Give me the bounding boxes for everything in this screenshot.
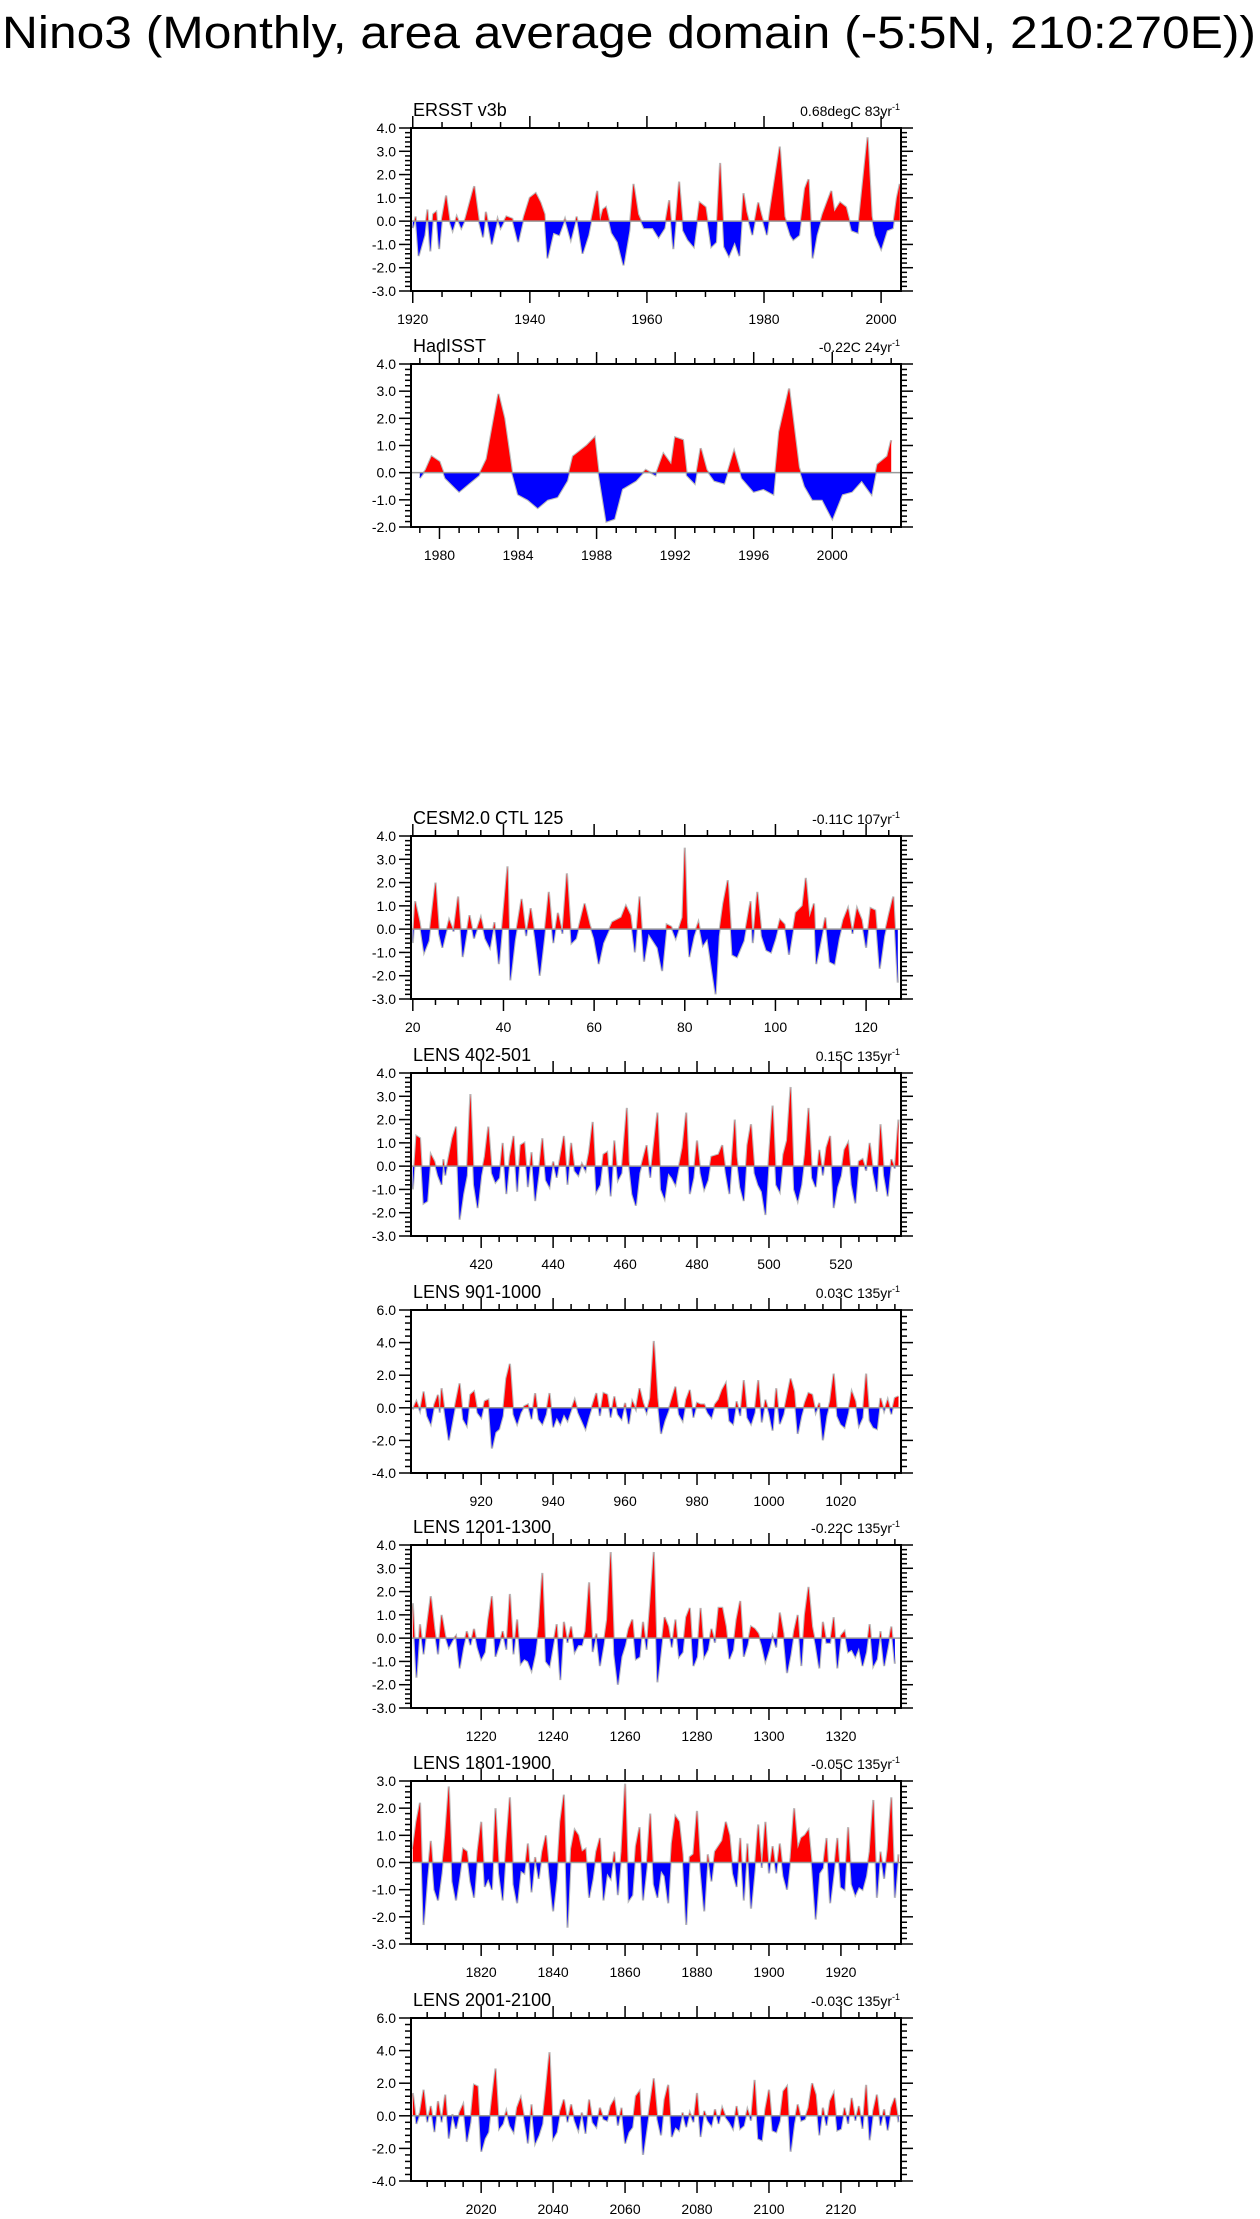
x-tick-label: 1980	[423, 547, 456, 563]
trend-annotation	[816, 1047, 900, 1064]
x-tick-label: 1996	[738, 547, 770, 563]
positive-anomaly-area	[413, 1784, 899, 1928]
x-tick-label: 500	[757, 1256, 781, 1272]
x-tick-label: 1920	[825, 1964, 857, 1980]
x-tick-label: 80	[676, 1019, 693, 1035]
x-tick-label: 1960	[631, 311, 663, 327]
x-tick-label: 520	[829, 1256, 853, 1272]
y-tick-label: 1.0	[376, 189, 396, 206]
x-tick-label: 1980	[748, 311, 780, 327]
y-tick-label: 4.0	[376, 120, 396, 136]
x-tick-label: 480	[685, 1256, 709, 1272]
y-tick-label: -3.0	[371, 283, 396, 299]
x-tick-label: 940	[541, 1493, 565, 1509]
y-tick-label: 0.0	[376, 1854, 396, 1871]
panel-7	[372, 1990, 913, 2217]
trend-unit-exponent: -1	[891, 810, 900, 820]
y-tick-label: -3.0	[371, 991, 396, 1007]
panel-1	[372, 336, 913, 563]
trend-unit-exponent: -1	[891, 1284, 900, 1294]
y-tick-label: 0.0	[376, 213, 396, 230]
panel-title: LENS 901-1000	[413, 1282, 542, 1302]
panel-2	[372, 808, 913, 1035]
trend-annotation	[811, 1755, 900, 1772]
x-tick-label: 2080	[681, 2201, 713, 2217]
trend-annotation	[812, 810, 900, 827]
panels	[372, 100, 913, 2217]
x-tick-label: 100	[763, 1019, 788, 1035]
x-tick-label: 1300	[753, 1728, 785, 1744]
trend-unit-exponent: -1	[891, 102, 900, 112]
x-tick-label: 2040	[537, 2201, 569, 2217]
positive-anomaly-area	[413, 1552, 895, 1685]
x-tick-label: 440	[541, 1256, 565, 1272]
x-tick-label: 1992	[659, 547, 691, 563]
trend-unit-exponent: -1	[891, 1519, 900, 1529]
panel-title: LENS 2001-2100	[413, 1990, 552, 2010]
y-tick-label: 0.0	[376, 921, 396, 938]
y-tick-label: -1.0	[371, 1181, 396, 1198]
y-tick-label: 0.0	[376, 1399, 396, 1416]
trend-annotation	[811, 1519, 900, 1536]
y-tick-label: 1.0	[376, 437, 396, 454]
y-tick-label: 0.0	[376, 1630, 396, 1647]
trend-value: -0.22C 135yr	[811, 1520, 892, 1536]
x-tick-label: 40	[495, 1019, 512, 1035]
y-tick-label: 0.0	[376, 1158, 396, 1175]
x-tick-label: 2120	[825, 2201, 857, 2217]
x-tick-label: 1020	[825, 1493, 857, 1509]
y-tick-label: -2.0	[371, 1432, 396, 1449]
x-tick-label: 1240	[537, 1728, 569, 1744]
y-tick-label: 3.0	[376, 1088, 396, 1105]
y-tick-label: -4.0	[371, 2173, 396, 2189]
panel-4	[372, 1282, 913, 1509]
y-tick-label: 3.0	[376, 1773, 396, 1789]
x-tick-label: 1320	[825, 1728, 857, 1744]
y-tick-label: -2.0	[371, 1676, 396, 1693]
y-tick-label: -1.0	[371, 236, 396, 253]
x-tick-label: 1940	[514, 311, 546, 327]
y-tick-label: -1.0	[371, 1653, 396, 1670]
y-tick-label: -3.0	[371, 1936, 396, 1952]
y-tick-label: 0.0	[376, 2107, 396, 2124]
y-tick-label: 0.0	[376, 464, 396, 481]
trend-value: -0.22C 24yr	[818, 339, 892, 355]
x-tick-label: 60	[586, 1019, 602, 1035]
panel-title: LENS 402-501	[413, 1045, 532, 1065]
x-tick-label: 1220	[465, 1728, 497, 1744]
y-tick-label: 6.0	[376, 2010, 396, 2026]
trend-value: 0.68degC 83yr	[800, 103, 892, 119]
y-tick-label: 3.0	[376, 383, 396, 400]
y-tick-label: -2.0	[371, 259, 396, 276]
x-tick-label: 1988	[581, 547, 613, 563]
x-tick-label: 1880	[681, 1964, 713, 1980]
x-tick-label: 420	[469, 1256, 493, 1272]
x-tick-label: 1260	[609, 1728, 641, 1744]
y-tick-label: 2.0	[376, 1367, 396, 1384]
trend-annotation	[811, 1992, 900, 2009]
y-tick-label: 2.0	[376, 874, 396, 891]
positive-anomaly-area	[420, 389, 891, 522]
panel-3	[372, 1045, 913, 1272]
trend-value: 0.03C 135yr	[815, 1285, 892, 1301]
y-tick-label: -4.0	[371, 1465, 396, 1481]
y-tick-label: 1.0	[376, 897, 396, 914]
x-tick-label: 20	[405, 1019, 421, 1035]
trend-value: -0.11C 107yr	[812, 811, 892, 827]
trend-value: 0.15C 135yr	[815, 1048, 892, 1064]
y-tick-label: 4.0	[376, 1334, 396, 1351]
positive-anomaly-area	[413, 848, 898, 995]
x-tick-label: 1860	[609, 1964, 641, 1980]
y-tick-label: -2.0	[371, 519, 396, 535]
plot-frame	[411, 836, 901, 999]
panel-title: CESM2.0 CTL 125	[413, 808, 564, 828]
x-tick-label: 1984	[502, 547, 534, 563]
figure-title: Nino3 (Monthly, area average domain (-5:5N, 210:270E))	[2, 7, 1256, 58]
x-tick-label: 1820	[465, 1964, 497, 1980]
y-tick-label: 3.0	[376, 143, 396, 160]
x-tick-label: 2020	[465, 2201, 497, 2217]
y-tick-label: -1.0	[371, 1881, 396, 1898]
y-tick-label: -3.0	[371, 1228, 396, 1244]
y-tick-label: 4.0	[376, 2042, 396, 2059]
trend-unit-exponent: -1	[891, 1755, 900, 1765]
x-tick-label: 980	[685, 1493, 709, 1509]
y-tick-label: -1.0	[371, 491, 396, 508]
y-tick-label: 3.0	[376, 1560, 396, 1577]
y-tick-label: -3.0	[371, 1700, 396, 1716]
x-tick-label: 1280	[681, 1728, 713, 1744]
x-tick-label: 920	[469, 1493, 493, 1509]
trend-unit-exponent: -1	[891, 1992, 900, 2002]
y-tick-label: 2.0	[376, 410, 396, 427]
x-tick-label: 960	[613, 1493, 637, 1509]
x-tick-label: 2000	[816, 547, 848, 563]
panel-6	[372, 1753, 913, 1980]
y-tick-label: 2.0	[376, 2075, 396, 2092]
trend-annotation	[816, 1284, 900, 1301]
y-tick-label: 1.0	[376, 1827, 396, 1844]
y-tick-label: 2.0	[376, 1111, 396, 1128]
y-tick-label: 2.0	[376, 1583, 396, 1600]
panel-title: HadISST	[413, 336, 487, 356]
y-tick-label: -2.0	[371, 967, 396, 984]
y-tick-label: 4.0	[376, 356, 396, 372]
y-tick-label: 1.0	[376, 1606, 396, 1623]
trend-unit-exponent: -1	[891, 1047, 900, 1057]
x-tick-label: 1920	[397, 311, 429, 327]
series-outline	[413, 137, 900, 265]
y-tick-label: 4.0	[376, 1065, 396, 1081]
y-tick-label: 2.0	[376, 166, 396, 183]
panel-title: ERSST v3b	[413, 100, 507, 120]
x-tick-label: 120	[854, 1019, 878, 1035]
panel-title: LENS 1201-1300	[413, 1517, 552, 1537]
y-tick-label: -1.0	[371, 944, 396, 961]
y-tick-label: -2.0	[371, 1204, 396, 1221]
y-tick-label: -2.0	[371, 1908, 396, 1925]
x-tick-label: 460	[613, 1256, 637, 1272]
y-tick-label: 2.0	[376, 1800, 396, 1817]
trend-unit-exponent: -1	[891, 338, 900, 348]
trend-value: -0.05C 135yr	[811, 1756, 892, 1772]
x-tick-label: 2000	[865, 311, 897, 327]
panel-0	[372, 100, 913, 327]
x-tick-label: 2100	[753, 2201, 785, 2217]
x-tick-label: 1840	[537, 1964, 569, 1980]
x-tick-label: 1900	[753, 1964, 785, 1980]
y-tick-label: 4.0	[376, 1537, 396, 1553]
y-tick-label: 3.0	[376, 851, 396, 868]
y-tick-label: 1.0	[376, 1134, 396, 1151]
trend-value: -0.03C 135yr	[811, 1993, 892, 2009]
panel-title: LENS 1801-1900	[413, 1753, 552, 1773]
trend-annotation	[800, 102, 900, 119]
y-tick-label: 4.0	[376, 828, 396, 844]
y-tick-label: 6.0	[376, 1302, 396, 1318]
x-tick-label: 2060	[609, 2201, 641, 2217]
y-tick-label: -2.0	[371, 2140, 396, 2157]
trend-annotation	[819, 338, 900, 355]
panel-5	[372, 1517, 913, 1744]
x-tick-label: 1000	[753, 1493, 785, 1509]
